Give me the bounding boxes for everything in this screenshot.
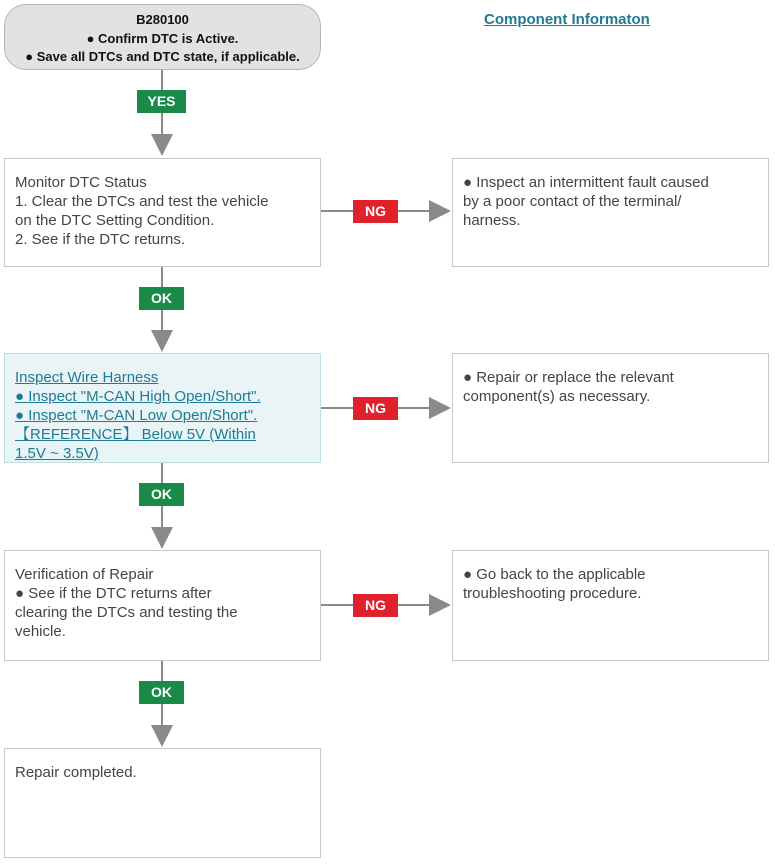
arrowhead-down — [151, 527, 173, 549]
reference-link[interactable]: 【REFERENCE】 Below 5V (Within — [15, 426, 256, 443]
step-line: 2. See if the DTC returns. — [15, 231, 186, 248]
monitor-dtc-status-box — [4, 158, 321, 267]
note-line: ● Inspect an intermittent fault caused — [463, 174, 709, 191]
step-title: Monitor DTC Status — [15, 174, 147, 191]
reference-link[interactable]: 1.5V ~ 3.5V) — [15, 445, 99, 462]
note-line: harness. — [463, 212, 521, 229]
m-can-high-link[interactable]: ● Inspect "M-CAN High Open/Short". — [15, 388, 261, 405]
step-line: clearing the DTCs and testing the — [15, 604, 238, 621]
m-can-low-link[interactable]: ● Inspect "M-CAN Low Open/Short". — [15, 407, 258, 424]
step-line: on the DTC Setting Condition. — [15, 212, 215, 229]
arrowhead-down — [151, 330, 173, 352]
dtc-code: B280100 — [136, 12, 189, 27]
ng-note-repair-replace — [452, 353, 769, 463]
inspect-wire-harness-box — [4, 353, 321, 463]
final-text: Repair completed. — [15, 764, 137, 781]
arrowhead-down — [151, 134, 173, 156]
arrowhead-right — [429, 200, 451, 222]
note-line: ● Go back to the applicable — [463, 566, 646, 583]
ok-badge: OK — [139, 483, 184, 506]
step-title: Verification of Repair — [15, 566, 154, 583]
note-line: by a poor contact of the terminal/ — [463, 193, 682, 210]
note-line: ● Repair or replace the relevant — [463, 369, 674, 386]
ng-badge: NG — [353, 200, 398, 223]
start-line: ● Save all DTCs and DTC state, if applicable. — [25, 49, 300, 64]
step-line: ● See if the DTC returns after — [15, 585, 212, 602]
start-terminal — [4, 4, 321, 70]
arrowhead-right — [429, 397, 451, 419]
start-line: ● Confirm DTC is Active. — [86, 30, 239, 46]
ng-note-intermittent-fault — [452, 158, 769, 267]
ng-badge: NG — [353, 397, 398, 420]
step-line: vehicle. — [15, 623, 66, 640]
arrowhead-down — [151, 725, 173, 747]
ng-note-go-back — [452, 550, 769, 661]
ok-badge: OK — [139, 681, 184, 704]
ok-badge: OK — [139, 287, 184, 310]
component-information-link[interactable]: Component Informaton — [484, 11, 650, 28]
note-line: troubleshooting procedure. — [463, 585, 642, 602]
ng-badge: NG — [353, 594, 398, 617]
arrowhead-right — [429, 594, 451, 616]
inspect-wire-harness-link[interactable]: Inspect Wire Harness — [15, 369, 159, 386]
step-line: 1. Clear the DTCs and test the vehicle — [15, 193, 269, 210]
verification-of-repair-box — [4, 550, 321, 661]
yes-badge: YES — [137, 90, 186, 113]
note-line: component(s) as necessary. — [463, 388, 651, 405]
repair-completed-box — [4, 748, 321, 858]
